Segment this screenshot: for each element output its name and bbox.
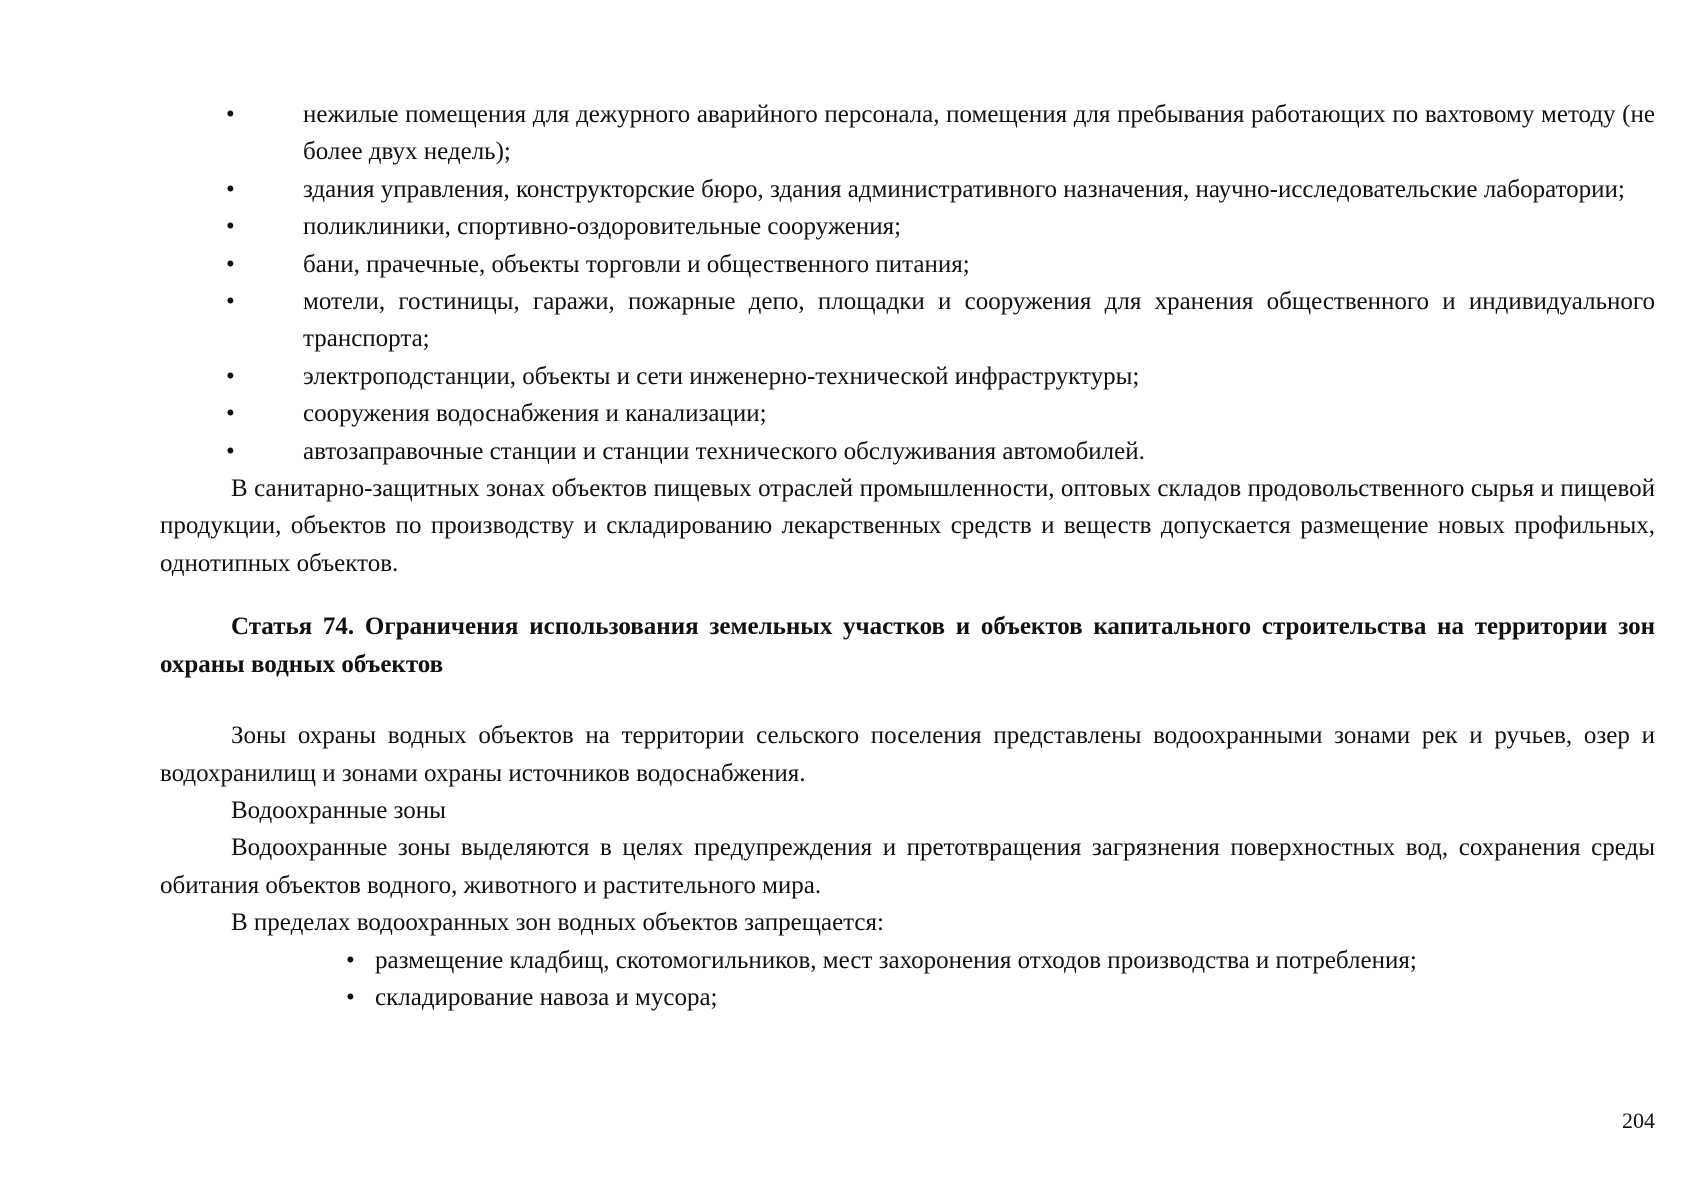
list-item-text: сооружения водоснабжения и канализации; [303,400,767,428]
purpose-paragraph: Водоохранные зоны выделяются в целях предупреждения и претотвращения загрязнения поверхностных вод, сохранения среды обитания объектов водного, животного и растительного мира. [160,834,1655,899]
list-item-text: нежилые помещения для дежурного аварийного персонала, помещения для пребывания работающих по вахтовому методу (не более двух недель); [303,101,1655,166]
list-item [160,283,1655,358]
list-item-text: складирование навоза и мусора; [375,983,718,1011]
bullet-marker: • [346,983,355,1011]
list-item-text: мотели, гостиницы, гаражи, пожарные депо, площадки и сооружения для хранения общественного и индивидуального транспорта; [303,288,1655,353]
list-item [160,171,1655,208]
prohibited-paragraph: В пределах водоохранных зон водных объектов запрещается: [231,909,884,937]
list-item [160,96,1655,171]
list-item [160,246,1655,283]
list-item-text: автозаправочные станции и станции технического обслуживания автомобилей. [303,437,1145,465]
prohibited-actions-list [160,942,1655,1017]
list-item-text: здания управления, конструкторские бюро, здания административного назначения, научно-исследовательские лаборатории; [303,175,1625,203]
page-number: 204 [1622,1108,1655,1133]
article-heading: Статья 74. Ограничения использования земельных участков и объектов капитального строительства на территории зон охраны водных объектов [160,613,1655,678]
list-item [160,433,1655,470]
list-item [160,395,1655,432]
list-item-text: бани, прачечные, объекты торговли и общественного питания; [303,250,970,278]
bullet-marker: • [346,946,355,974]
document-page [160,96,1655,1016]
list-item [160,942,1655,979]
bullet-marker: • [226,288,235,316]
list-item [160,979,1655,1016]
bullet-marker: • [226,400,235,428]
bullet-marker: • [226,250,235,278]
bullet-marker: • [226,213,235,241]
permitted-objects-list [160,96,1655,470]
section-spacer [160,683,1655,717]
list-item-text: размещение кладбищ, скотомогильников, мест захоронения отходов производства и потребления; [375,946,1417,974]
sanitary-zone-paragraph: В санитарно-защитных зонах объектов пищевых отраслей промышленности, оптовых складов продовольственного сырья и пищевой продукции, объектов по производству и складированию лекарственных средств и веществ допускается размещение новых профильных, однотипных объектов. [160,475,1655,577]
bullet-marker: • [226,362,235,390]
list-item [160,358,1655,395]
bullet-marker: • [226,101,235,128]
list-item-text: поликлиники, спортивно-оздоровительные сооружения; [303,213,902,241]
bullet-marker: • [226,437,235,465]
zones-paragraph: Зоны охраны водных объектов на территории сельского поселения представлены водоохранными зонами рек и ручьев, озер и водохранилищ и зонами охраны источников водоснабжения. [160,722,1655,787]
bullet-marker: • [226,175,235,203]
list-item-text: электроподстанции, объекты и сети инженерно-технической инфраструктуры; [303,362,1140,390]
list-item [160,208,1655,245]
water-zones-subheading: Водоохранные зоны [231,796,446,824]
